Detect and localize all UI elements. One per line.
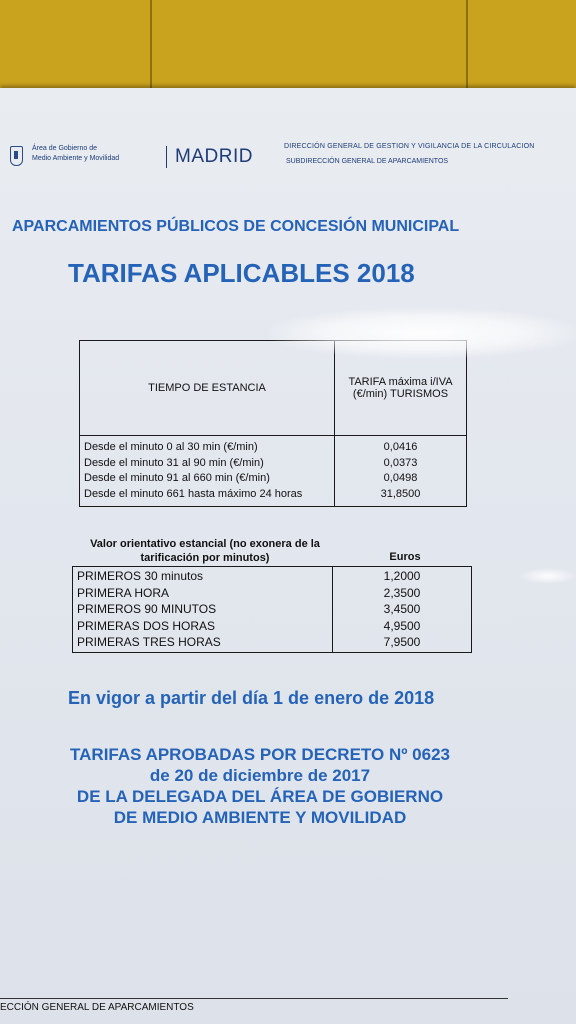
- table-row-label: Desde el minuto 0 al 30 min (€/min): [84, 441, 258, 453]
- table-row-value: 0,0416: [383, 441, 418, 453]
- area-line-2: Medio Ambiente y Movilidad: [32, 155, 120, 162]
- table-row-label: Desde el minuto 31 al 90 min (€/min): [84, 456, 264, 469]
- table-row-label: Desde el minuto 661 hasta máximo 24 horas: [84, 487, 303, 500]
- valor-values: [333, 567, 472, 653]
- tarifa-values: [335, 436, 467, 507]
- valor-labels: [73, 567, 333, 653]
- euros-header: Euros: [389, 551, 421, 563]
- city-logo-text: MADRID: [175, 146, 253, 167]
- light-glare: [520, 568, 576, 584]
- wall-seam: [150, 0, 152, 92]
- table-row-label: Desde el minuto 91 al 660 min (€/min): [84, 472, 270, 484]
- table-row-label: PRIMEROS 30 minutos: [77, 569, 204, 583]
- tarifa-labels: [80, 436, 335, 507]
- table-row-value: 4,9500: [383, 618, 421, 633]
- tiempo-header: TIEMPO DE ESTANCIA: [80, 341, 335, 436]
- madrid-crest-icon: [10, 146, 23, 166]
- header: [8, 138, 568, 178]
- area-gobierno-label: [32, 144, 157, 164]
- vigor-notice: En vigor a partir del día 1 de enero de 2018: [68, 688, 435, 708]
- wall-seam: [466, 0, 468, 92]
- table-row-label: PRIMEROS 90 MINUTOS: [77, 602, 217, 616]
- decreto-line: de 20 de diciembre de 2017: [149, 766, 371, 785]
- table-row-value: 7,9500: [383, 635, 421, 649]
- tarifa-header: TARIFA máxima i/IVA (€/min) TURISMOS: [335, 341, 467, 436]
- table-row-value: 31,8500: [380, 487, 421, 500]
- table-row-value: 1,2000: [383, 569, 421, 583]
- table-row-label: PRIMERAS TRES HORAS: [77, 635, 221, 649]
- table-row-value: 2,3500: [383, 585, 421, 600]
- subtitle: APARCAMIENTOS PÚBLICOS DE CONCESIÓN MUNICIPAL: [12, 218, 460, 235]
- notice-sheet: [0, 88, 576, 1024]
- tarifas-table: [79, 340, 467, 507]
- footer-divider: [0, 998, 508, 999]
- footer-text: ECCIÓN GENERAL DE APARCAMIENTOS: [0, 1002, 194, 1013]
- decreto-line: DE MEDIO AMBIENTE Y MOVILIDAD: [113, 808, 407, 827]
- decreto-line: TARIFAS APROBADAS POR DECRETO Nº 0623: [70, 745, 450, 764]
- header-divider: [166, 146, 167, 168]
- table-row-value: 0,0498: [383, 472, 418, 484]
- table-row-value: 3,4500: [383, 602, 421, 616]
- subdireccion-general: SUBDIRECCIÓN GENERAL DE APARCAMIENTOS: [286, 158, 449, 165]
- table-row-label: PRIMERAS DOS HORAS: [77, 618, 216, 633]
- page-title: TARIFAS APLICABLES 2018: [68, 258, 415, 288]
- table-row-label: PRIMERA HORA: [77, 585, 170, 600]
- decreto-line: DE LA DELEGADA DEL ÁREA DE GOBIERNO: [76, 787, 444, 806]
- decreto-notice: [50, 744, 470, 828]
- table-row-value: 0,0373: [383, 456, 418, 469]
- area-line-1: Área de Gobierno de: [32, 145, 97, 152]
- direccion-general: DIRECCIÓN GENERAL DE GESTION Y VIGILANCIA DE LA CIRCULACION: [284, 143, 535, 150]
- valor-orientativo-table: [72, 566, 472, 653]
- valor-orientativo-header: Valor orientativo estancial (no exonera de la tarificación por minutos): [90, 538, 320, 564]
